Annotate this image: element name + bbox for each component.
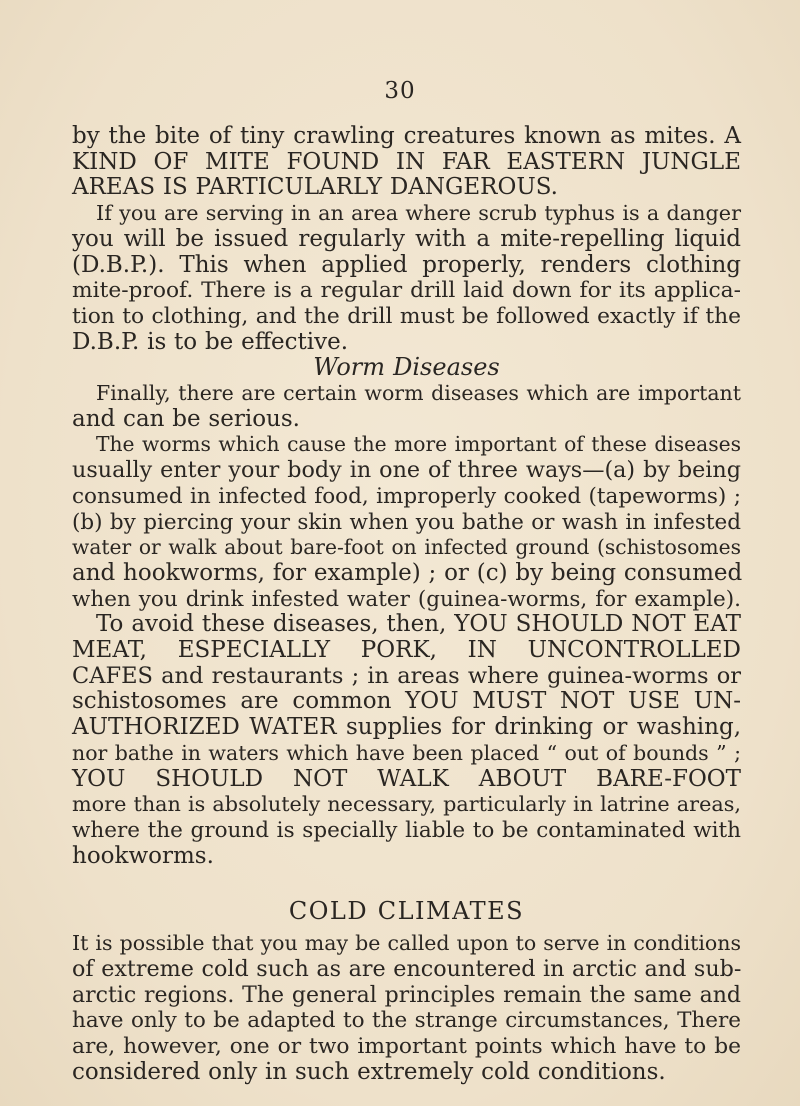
text-line: KIND OF MITE FOUND IN FAR EASTERN JUNGLE (72, 148, 741, 175)
page-number: 30 (384, 78, 416, 104)
text-line: and can be serious. (72, 405, 300, 432)
section-heading-worm-diseases: Worm Diseases (313, 353, 500, 382)
text-line: usually enter your body in one of three ways—(a) by being (72, 457, 741, 484)
text-line: The worms which cause the more important of these diseases (96, 432, 741, 457)
paragraph-worm-intro (72, 381, 741, 432)
text-line: To avoid these diseases, then, YOU SHOULD NOT EAT (96, 611, 741, 638)
text-line: you will be issued regularly with a mite-repelling liquid (72, 225, 741, 252)
text-line: tion to clothing, and the drill must be followed exactly if the (72, 303, 741, 329)
text-line: arctic regions. The general principles remain the same and (72, 982, 741, 1008)
text-line: and hookworms, for example) ; or (c) by being consumed (72, 559, 743, 586)
text-line: by the bite of tiny crawling creatures known as mites. A (72, 123, 741, 149)
text-line: Finally, there are certain worm diseases which are important (96, 381, 741, 406)
text-line: MEAT, ESPECIALLY PORK, IN UNCONTROLLED (72, 637, 741, 664)
paragraph-mites (72, 124, 741, 201)
text-line: It is possible that you may be called upon to serve in conditions (72, 931, 741, 956)
text-line: AUTHORIZED WATER supplies for drinking or washing, (72, 714, 741, 741)
text-line: considered only in such extremely cold conditions. (72, 1058, 666, 1085)
text-line: mite-proof. There is a regular drill laid down for its applica- (72, 278, 741, 304)
text-line: hookworms. (72, 842, 214, 869)
text-line: where the ground is specially liable to be contaminated with (72, 817, 741, 843)
paragraph-worm-causes (72, 432, 741, 612)
body-text (72, 124, 741, 1085)
text-line: nor bathe in waters which have been placed “ out of bounds ” ; (72, 740, 741, 765)
text-line: more than is absolutely necessary, particularly in latrine areas, (72, 792, 741, 817)
text-line: (D.B.P.). This when applied properly, renders clothing (72, 251, 741, 278)
text-line: consumed in infected food, improperly cooked (tapeworms) ; (72, 483, 741, 509)
text-line: when you drink infested water (guinea-worms, for example). (72, 586, 741, 612)
section-heading-cold-climates: COLD CLIMATES (288, 897, 525, 926)
text-line: schistosomes are common YOU MUST NOT USE UN- (72, 688, 741, 715)
text-line: D.B.P. is to be effective. (72, 328, 349, 355)
text-line: water or walk about bare-foot on infected ground (schistosomes (72, 535, 741, 560)
text-line: CAFES and restaurants ; in areas where guinea-worms or (72, 662, 741, 689)
paragraph-worm-avoidance (72, 612, 741, 869)
paragraph-dbp (72, 201, 741, 355)
paragraph-cold-climates (72, 931, 741, 1085)
text-line: are, however, one or two important points which have to be (72, 1033, 741, 1059)
text-line: of extreme cold such as are encountered in arctic and sub- (72, 955, 742, 982)
text-line: have only to be adapted to the strange circumstances, There (72, 1008, 741, 1034)
text-line: YOU SHOULD NOT WALK ABOUT BARE-FOOT (72, 765, 741, 792)
text-line: If you are serving in an area where scrub typhus is a danger (96, 201, 741, 226)
text-line: (b) by piercing your skin when you bathe or wash in infested (72, 509, 741, 535)
text-line: AREAS IS PARTICULARLY DANGEROUS. (72, 174, 558, 201)
